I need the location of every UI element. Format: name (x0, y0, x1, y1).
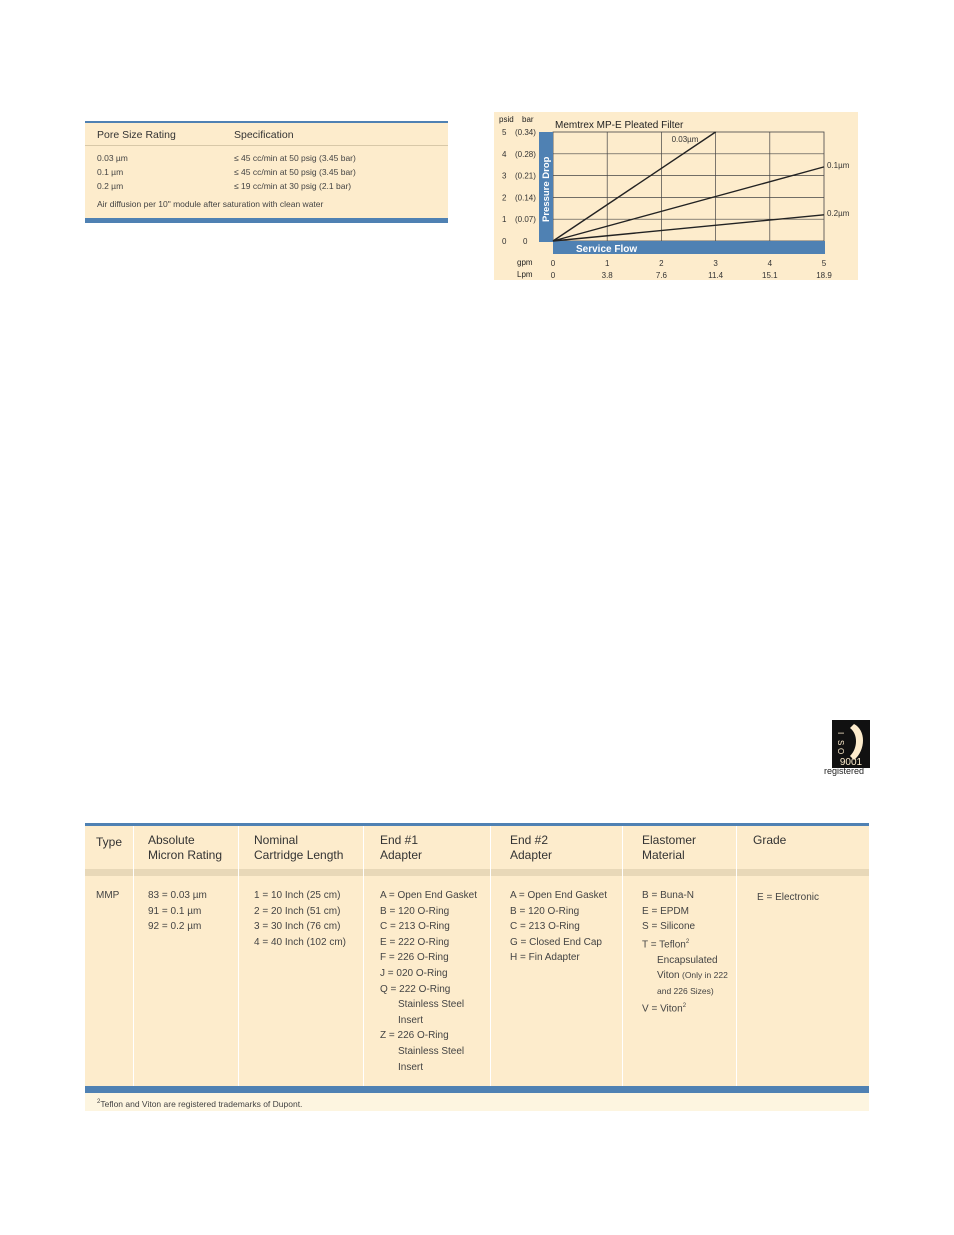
list-item (380, 904, 477, 920)
x-tick-label-lpm: 3.8 (601, 271, 613, 280)
y-tick-label: 5 (502, 128, 507, 137)
specification-header: Specification (234, 129, 294, 141)
item-note: (Only in 222 (679, 970, 728, 981)
micron-rating-column (148, 888, 207, 935)
x-tick-label: 3 (713, 259, 718, 268)
list-item (380, 1013, 477, 1029)
item-text: J = 020 O-Ring (380, 967, 448, 979)
y-tick-label: 3 (502, 171, 507, 181)
iso-letter: O (836, 748, 845, 755)
grade-column (757, 890, 819, 906)
item-text: A = Open End Gasket (380, 890, 478, 901)
header-divider (85, 145, 448, 146)
column-divider (736, 826, 737, 1086)
plot-frame (553, 132, 824, 241)
list-item (510, 950, 607, 966)
x-tick-label-lpm: 0 (550, 271, 556, 280)
y-axis-label: Pressure Drop (541, 156, 552, 222)
item-text: 91 = 0.1 µm (148, 905, 202, 917)
item-text: MMP (96, 890, 120, 901)
item-text: Encapsulated (657, 954, 718, 966)
item-text: C = 213 O-Ring (380, 921, 450, 933)
rating-cell: 0.03 µm (97, 153, 128, 163)
type-column (96, 888, 119, 904)
footnote-text: Teflon and Viton are registered trademarks of Dupont. (100, 1099, 303, 1109)
list-item (380, 919, 477, 935)
item-text: Insert (398, 1061, 424, 1073)
item-text: 92 = 0.2 µm (148, 921, 202, 933)
column-divider (238, 826, 239, 1086)
cartridge-length-header: Nominal Cartridge Length (254, 833, 344, 862)
item-text: C = 213 O-Ring (510, 921, 580, 933)
item-text: E = 222 O-Ring (380, 936, 450, 948)
column-divider (490, 826, 491, 1086)
ordering-table (85, 823, 869, 1111)
item-text: 2 = 20 Inch (51 cm) (254, 905, 341, 917)
type-header: Type (96, 835, 123, 849)
x-unit-primary: gpm (517, 258, 533, 267)
iso-letter: I (836, 732, 845, 735)
iso-9001-logo (824, 720, 872, 780)
elastomer-material-header: Elastomer Material (642, 833, 697, 862)
list-item (254, 919, 346, 935)
item-text: Stainless Steel (398, 999, 465, 1011)
item-text: H = Fin Adapter (510, 952, 580, 964)
item-text: B = Buna-N (642, 890, 694, 901)
column-divider (622, 826, 623, 1086)
series-line (553, 167, 824, 241)
end2-adapter-column (510, 888, 607, 966)
item-text: A = Open End Gasket (510, 890, 608, 901)
x-tick-label: 0 (550, 259, 556, 268)
item-text: T = Teflon (642, 939, 686, 951)
x-axis-label: Service Flow (576, 244, 638, 255)
item-text: Insert (398, 1014, 424, 1026)
series-label: 0.03µm (671, 135, 699, 144)
list-item (254, 904, 346, 920)
list-item (642, 953, 728, 969)
table-bottom-bar (85, 1086, 869, 1093)
superscript: 2 (685, 938, 690, 945)
header-separator (85, 869, 869, 876)
item-text: 4 = 40 Inch (102 cm) (254, 936, 346, 948)
y-tick-label-bar: (0.21) (515, 171, 536, 181)
x-tick-label-lpm: 7.6 (655, 271, 667, 280)
y-tick-label: 4 (502, 149, 507, 159)
item-text: 83 = 0.03 µm (148, 890, 207, 901)
list-item (510, 888, 607, 904)
list-item (510, 904, 607, 920)
rating-cell: 0.2 µm (97, 181, 124, 191)
x-tick-label-lpm: 18.9 (816, 271, 832, 280)
list-item (642, 919, 728, 935)
x-tick-label: 1 (604, 259, 610, 268)
end2-adapter-header: End #2 Adapter (510, 833, 553, 862)
footnote (97, 1099, 302, 1109)
list-item (254, 888, 346, 904)
pore-size-header: Pore Size Rating (97, 129, 176, 141)
list-item (380, 1060, 477, 1076)
item-text: and 226 Sizes) (657, 985, 714, 996)
list-item (380, 997, 477, 1013)
list-item (757, 890, 819, 906)
list-item (642, 984, 728, 1000)
grade-header: Grade (753, 833, 787, 847)
y-tick-label: 0 (502, 237, 507, 246)
superscript: 2 (682, 1003, 687, 1010)
item-text: Viton (657, 970, 680, 982)
list-item (380, 1028, 477, 1044)
list-item (510, 935, 607, 951)
iso-digits: 9001 (839, 757, 863, 768)
x-tick-label-lpm: 15.1 (762, 271, 778, 280)
column-divider (133, 826, 134, 1086)
list-item (254, 935, 346, 951)
end1-adapter-header: End #1 Adapter (380, 833, 423, 862)
chart-title: Memtrex MP-E Pleated Filter (555, 120, 684, 131)
item-text: B = 120 O-Ring (510, 905, 580, 917)
iso-letter: S (836, 740, 845, 746)
x-unit-secondary: Lpm (517, 270, 533, 279)
list-item (148, 904, 207, 920)
pressure-drop-chart (494, 112, 858, 280)
table-top-bar (85, 823, 869, 826)
footnote-marker: 2 (97, 1099, 101, 1106)
table-bottom-bar (85, 218, 448, 223)
micron-rating-header: Absolute Micron Rating (148, 833, 223, 862)
list-item (380, 966, 477, 982)
y-unit-primary: psid (499, 115, 514, 124)
cartridge-length-column (254, 888, 346, 950)
rating-cell: 0.1 µm (97, 167, 124, 177)
list-item (642, 968, 728, 984)
list-item (642, 888, 728, 904)
list-item (510, 919, 607, 935)
series-line (553, 215, 824, 241)
item-text: E = Electronic (757, 892, 819, 903)
elastomer-material-column (642, 888, 728, 1017)
pore-size-table (85, 121, 448, 223)
list-item (380, 935, 477, 951)
series-label: 0.1µm (827, 160, 850, 170)
series-line (553, 132, 716, 241)
y-tick-label-bar: 0 (523, 237, 528, 246)
y-unit-secondary: bar (522, 115, 534, 124)
list-item (642, 999, 728, 1017)
x-tick-label: 5 (821, 259, 827, 268)
spec-cell: ≤ 45 cc/min at 50 psig (3.45 bar) (234, 167, 356, 177)
item-text: F = 226 O-Ring (380, 952, 449, 964)
item-text: V = Viton (642, 1003, 683, 1015)
spec-cell: ≤ 19 cc/min at 30 psig (2.1 bar) (234, 181, 352, 191)
item-text: Q = 222 O-Ring (380, 983, 451, 995)
y-tick-label-bar: (0.34) (515, 128, 536, 137)
item-text: G = Closed End Cap (510, 936, 602, 948)
list-item (96, 888, 119, 904)
iso-caption: registered (824, 766, 865, 776)
item-text: 3 = 30 Inch (76 cm) (254, 921, 341, 933)
list-item (380, 1044, 477, 1060)
end1-adapter-column (380, 888, 477, 1075)
list-item (148, 919, 207, 935)
y-tick-label-bar: (0.14) (515, 193, 536, 203)
series-label: 0.2µm (827, 208, 850, 218)
table-note: Air diffusion per 10" module after saturation with clean water (97, 199, 324, 209)
item-text: Z = 226 O-Ring (380, 1030, 449, 1042)
list-item (148, 888, 207, 904)
list-item (642, 904, 728, 920)
list-item (380, 950, 477, 966)
x-tick-label-lpm: 11.4 (708, 271, 724, 280)
item-text: Stainless Steel (398, 1045, 465, 1057)
item-text: E = EPDM (642, 905, 689, 917)
y-tick-label-bar: (0.07) (515, 215, 536, 225)
spec-cell: ≤ 45 cc/min at 50 psig (3.45 bar) (234, 153, 356, 163)
y-tick-label: 1 (502, 215, 507, 225)
x-tick-label: 4 (767, 259, 773, 268)
item-text: B = 120 O-Ring (380, 905, 450, 917)
y-tick-label-bar: (0.28) (515, 149, 536, 159)
list-item (380, 982, 477, 998)
x-tick-label: 2 (659, 259, 664, 268)
chart-svg (494, 112, 858, 280)
list-item (642, 935, 728, 953)
column-divider (363, 826, 364, 1086)
item-text: S = Silicone (642, 921, 696, 933)
y-tick-label: 2 (502, 193, 507, 203)
list-item (380, 888, 477, 904)
item-text: 1 = 10 Inch (25 cm) (254, 890, 341, 901)
